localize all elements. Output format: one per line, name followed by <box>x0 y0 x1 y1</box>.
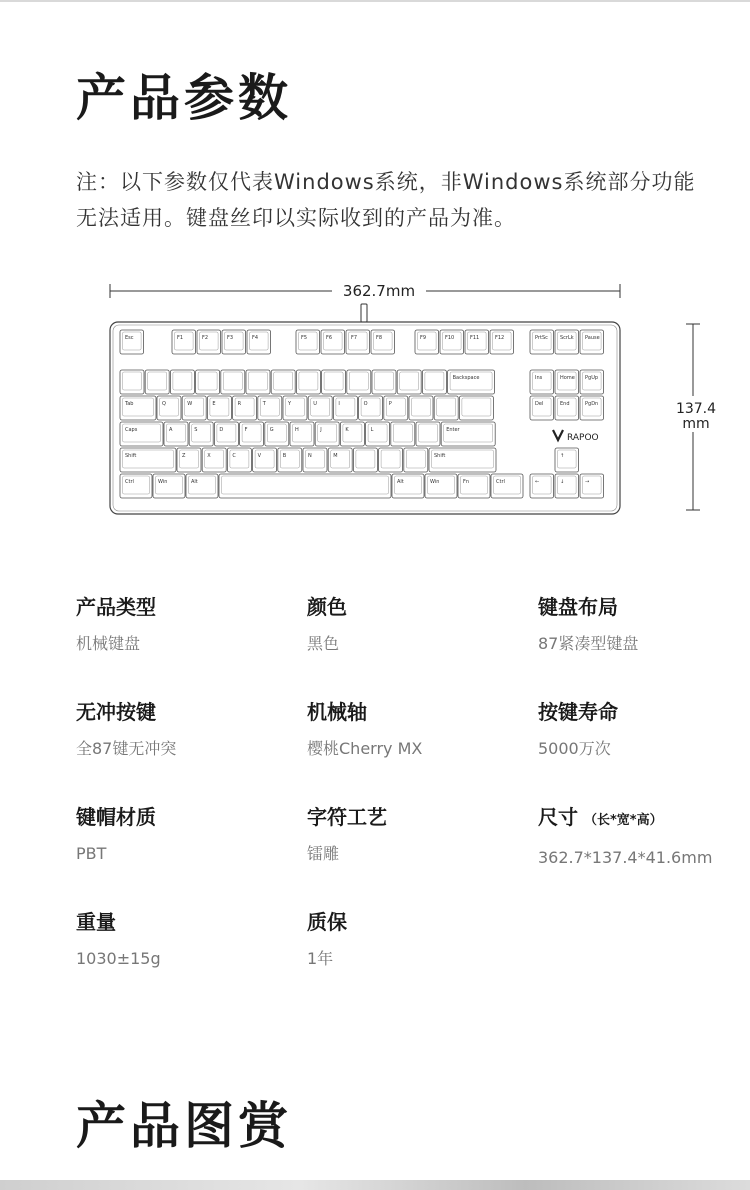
spec-label: 尺寸 <box>538 805 578 829</box>
key-label: End <box>560 401 570 407</box>
keycap-top <box>462 398 491 416</box>
spec-layout <box>538 592 750 656</box>
key-label: R <box>237 401 242 407</box>
spec-value: 5000万次 <box>538 739 611 758</box>
spec-label: 无冲按键 <box>76 700 156 724</box>
key-label: Z <box>182 453 186 459</box>
key-label: F6 <box>326 335 333 341</box>
key-label: Q <box>162 401 166 407</box>
key-label: Win <box>158 479 168 485</box>
spec-value: 87紧凑型键盘 <box>538 634 639 653</box>
key-label: ← <box>535 479 540 485</box>
height-dimension-unit: mm <box>682 416 710 432</box>
spec-value: 1030±15g <box>76 949 161 968</box>
key-label: C <box>232 453 236 459</box>
spec-color <box>307 592 527 656</box>
spec-value: 镭雕 <box>307 844 340 863</box>
width-dimension-label: 362.7mm <box>342 282 416 300</box>
key-label: ↑ <box>560 453 565 459</box>
key-label: Del <box>535 401 544 407</box>
key-label: G <box>269 427 274 433</box>
key-label: F12 <box>495 335 505 341</box>
key-label: Shift <box>125 453 137 459</box>
spec-weight <box>76 907 296 971</box>
key-label: Backspace <box>452 375 480 381</box>
key-label: H <box>295 427 299 433</box>
key-label: F1 <box>177 335 184 341</box>
key-label: W <box>187 401 193 407</box>
section-title-gallery: 产品图赏 <box>76 1097 292 1155</box>
keycap-top <box>249 372 268 390</box>
height-dimension-label: 137.4 <box>675 401 717 417</box>
spec-value: 362.7*137.4*41.6mm <box>538 848 713 867</box>
keycap-top <box>419 424 438 442</box>
keycap-top <box>274 372 293 390</box>
key-label: Fn <box>463 479 470 485</box>
spec-value: 机械键盘 <box>76 634 141 653</box>
key-label: E <box>212 401 216 407</box>
disclaimer-note: 注：以下参数仅代表Windows系统，非Windows系统部分功能无法适用。键盘丝印以实际收到的产品为准。 <box>76 170 696 230</box>
keycap-top <box>375 372 394 390</box>
key-label: L <box>370 427 374 433</box>
key-label: Ins <box>535 375 543 381</box>
key-label: N <box>308 453 312 459</box>
spec-key-life <box>538 697 750 761</box>
key-label: B <box>282 453 287 459</box>
keycap-top <box>173 372 192 390</box>
key-label: Esc <box>125 335 134 341</box>
spec-label: 按键寿命 <box>538 700 618 724</box>
keycap-top <box>222 476 389 494</box>
key-label: Alt <box>191 479 198 485</box>
key-label: → <box>585 479 590 485</box>
key-label: F5 <box>301 335 308 341</box>
key-label: K <box>345 427 349 433</box>
key-label: J <box>320 427 322 433</box>
key-label: ScrLk <box>560 335 574 341</box>
key-label: Pause <box>585 335 600 341</box>
keycap-top <box>425 372 444 390</box>
spec-label: 机械轴 <box>307 700 367 724</box>
key-label: F8 <box>376 335 383 341</box>
keycap-top <box>299 372 318 390</box>
keycap-top <box>356 450 375 468</box>
key-label: Enter <box>446 427 460 433</box>
spec-value: 黑色 <box>307 634 340 653</box>
key-label: Shift <box>434 453 446 459</box>
key-label: A <box>169 427 173 433</box>
spec-label: 颜色 <box>307 595 347 619</box>
spec-warranty <box>307 907 527 971</box>
keyboard-dimension-figure <box>100 272 740 522</box>
key-label: Ctrl <box>496 479 505 485</box>
key-label: F7 <box>351 335 358 341</box>
spec-switch <box>307 697 527 761</box>
gallery-image-edge <box>0 1180 750 1190</box>
key-label: I <box>338 401 340 407</box>
spec-value: 樱桃Cherry MX <box>307 739 423 758</box>
keycap-top <box>406 450 425 468</box>
section-title-params: 产品参数 <box>76 69 292 127</box>
spec-label: 字符工艺 <box>307 805 387 829</box>
spec-anti-ghosting <box>76 697 296 761</box>
key-label: PrtSc <box>535 335 548 341</box>
key-label: V <box>257 453 262 459</box>
spec-value: PBT <box>76 844 107 863</box>
keyboard-line-drawing <box>100 272 740 522</box>
keycap-top <box>400 372 419 390</box>
keycap-top <box>393 424 412 442</box>
key-label: F4 <box>252 335 259 341</box>
spec-label: 产品类型 <box>76 595 156 619</box>
key-label: Tab <box>125 401 134 407</box>
key-label: O <box>363 401 368 407</box>
key-label: Alt <box>397 479 404 485</box>
spec-label: 质保 <box>307 910 347 934</box>
keycap-top <box>381 450 400 468</box>
keycap-top <box>324 372 343 390</box>
keycap-top <box>437 398 456 416</box>
spec-product-type <box>76 592 296 656</box>
spec-value: 1年 <box>307 949 334 968</box>
keycap-top <box>198 372 217 390</box>
keycap-top <box>412 398 431 416</box>
key-label: X <box>207 453 211 459</box>
spec-legend-process <box>307 802 527 866</box>
key-label: F10 <box>445 335 455 341</box>
spec-label-sub: （长*宽*高） <box>584 813 663 828</box>
key-label: S <box>194 427 198 433</box>
key-label: U <box>313 401 317 407</box>
key-label: Win <box>430 479 440 485</box>
key-label: F11 <box>470 335 480 341</box>
key-label: P <box>388 401 392 407</box>
keycap-top <box>123 372 142 390</box>
top-divider <box>0 0 750 2</box>
key-label: F9 <box>420 335 427 341</box>
key-label: Y <box>288 401 292 407</box>
key-label: PgDn <box>585 401 599 407</box>
spec-label: 键帽材质 <box>76 805 156 829</box>
key-label: T <box>262 401 266 407</box>
key-label: F3 <box>227 335 234 341</box>
keycap-top <box>349 372 368 390</box>
spec-dimensions <box>538 802 750 870</box>
key-label: M <box>333 453 338 459</box>
spec-keycap-material <box>76 802 296 866</box>
spec-label: 键盘布局 <box>538 595 618 619</box>
key-label: F <box>244 427 248 433</box>
keycap-top <box>148 372 167 390</box>
keycap-top <box>223 372 242 390</box>
key-label: Caps <box>125 427 138 433</box>
spec-label: 重量 <box>76 910 116 934</box>
key-label: D <box>219 427 224 433</box>
key-label: Home <box>560 375 575 381</box>
key-label: F2 <box>202 335 209 341</box>
key-label: Ctrl <box>125 479 134 485</box>
key-label: PgUp <box>585 375 599 381</box>
brand-label: RAPOO <box>567 433 599 443</box>
spec-value: 全87键无冲突 <box>76 739 177 758</box>
key-label: ↓ <box>560 479 565 485</box>
